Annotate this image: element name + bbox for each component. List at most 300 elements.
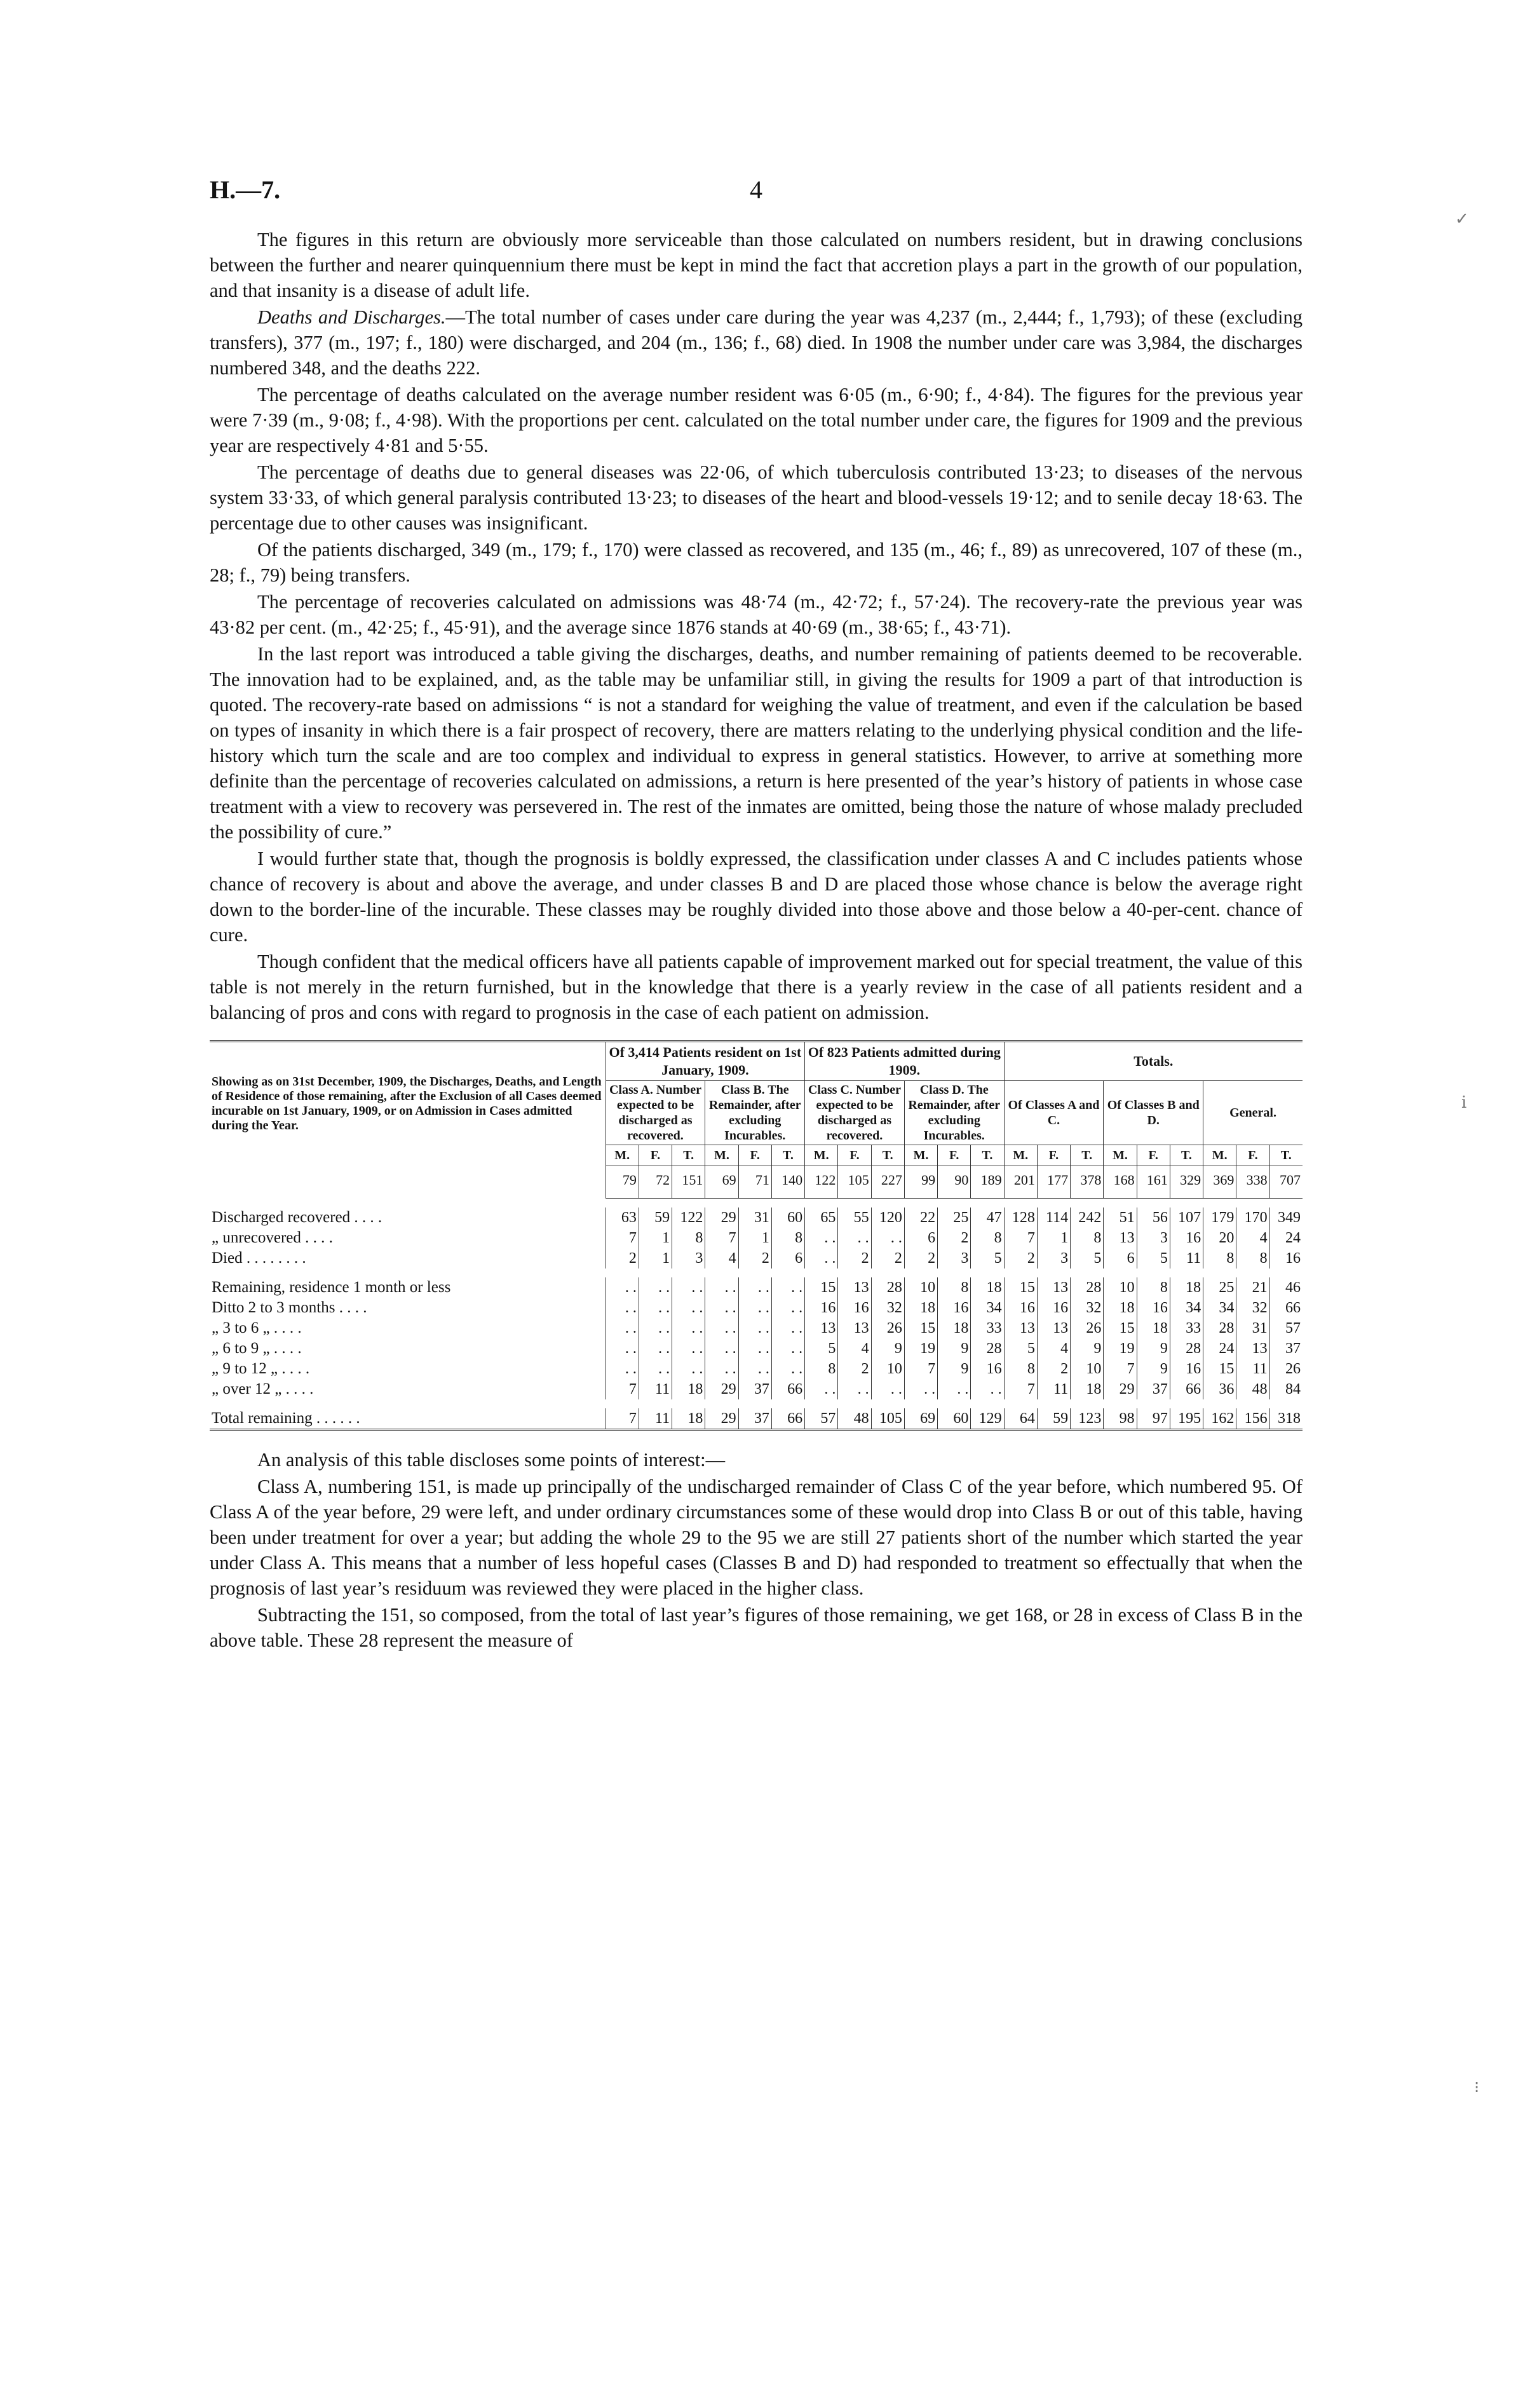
initial-count-cell: 177 bbox=[1037, 1166, 1070, 1199]
table-cell: 16 bbox=[1269, 1248, 1303, 1269]
table-cell: 8 bbox=[805, 1359, 838, 1379]
table-cell: 4 bbox=[1236, 1228, 1269, 1248]
table-cell: 3 bbox=[672, 1248, 705, 1269]
table-cell: 8 bbox=[1236, 1248, 1269, 1269]
table-cell: 13 bbox=[1037, 1277, 1070, 1298]
table-cell: 13 bbox=[838, 1277, 871, 1298]
table-cell: 129 bbox=[971, 1408, 1004, 1430]
table-cell: 98 bbox=[1104, 1408, 1137, 1430]
table-cell: 16 bbox=[1037, 1298, 1070, 1318]
table-cell: 2 bbox=[838, 1359, 871, 1379]
table-cell: 31 bbox=[1236, 1318, 1269, 1338]
table-cell: 37 bbox=[1269, 1338, 1303, 1359]
document-page bbox=[210, 175, 1303, 1654]
table-cell: 5 bbox=[1071, 1248, 1104, 1269]
margin-mark: ⅰ bbox=[1461, 1093, 1467, 1112]
sex-column-header: T. bbox=[771, 1145, 804, 1166]
table-cell: 18 bbox=[1170, 1277, 1203, 1298]
sex-column-header: F. bbox=[938, 1145, 971, 1166]
table-cell: 15 bbox=[904, 1318, 937, 1338]
table-row bbox=[210, 1207, 1303, 1228]
page-header bbox=[210, 175, 1303, 213]
table-cell: 8 bbox=[1203, 1248, 1236, 1269]
table-cell: 9 bbox=[1137, 1338, 1170, 1359]
table-cell: . . bbox=[971, 1379, 1004, 1399]
table-cell: 4 bbox=[1037, 1338, 1070, 1359]
table-cell: . . bbox=[672, 1277, 705, 1298]
table-cell: 6 bbox=[904, 1228, 937, 1248]
table-cell: 66 bbox=[771, 1379, 804, 1399]
table-cell: 2 bbox=[838, 1248, 871, 1269]
table-cell: . . bbox=[738, 1338, 771, 1359]
table-cell: . . bbox=[705, 1277, 738, 1298]
table-cell: 5 bbox=[971, 1248, 1004, 1269]
table-cell: 66 bbox=[1269, 1298, 1303, 1318]
table-cell: 60 bbox=[938, 1408, 971, 1430]
table-cell: 26 bbox=[1269, 1359, 1303, 1379]
table-cell: 26 bbox=[1071, 1318, 1104, 1338]
initial-count-cell: 189 bbox=[971, 1166, 1004, 1199]
table-cell: 15 bbox=[1004, 1277, 1037, 1298]
body-text-after bbox=[210, 1447, 1303, 1653]
table-cell: 47 bbox=[971, 1207, 1004, 1228]
table-cell: . . bbox=[771, 1338, 804, 1359]
paragraph: Class A, numbering 151, is made up principally of the undischarged remainder of Class C of the year before, which numbered 95. Of Class A of the year before, 29 were left, and under ordinary circumstances some of these would drop into Class B or out of this table, having been under treatment for over a year; but adding the whole 29 to the 95 we are still 27 patients short of the number which started the year under Class A. This means that a number of less hopeful cases (Classes B and D) had responded to treatment so effectually that when the prognosis of last year’s residuum was reviewed they were placed in the higher class. bbox=[210, 1476, 1303, 1599]
table-description: Showing as on 31st December, 1909, the Discharges, Deaths, and Length of Residence of those remaining, after the Exclusion of all Cases deemed incurable on 1st January, 1909, or on Admission in Cases admitted during the Year. bbox=[212, 1075, 602, 1133]
table-cell: 97 bbox=[1137, 1408, 1170, 1430]
table-cell: 16 bbox=[805, 1298, 838, 1318]
table-cell: 29 bbox=[1104, 1379, 1137, 1399]
sub-header-class-a: Class A. Number expected to be discharged as recovered. bbox=[606, 1081, 705, 1145]
table-cell: 4 bbox=[838, 1338, 871, 1359]
table-cell: 22 bbox=[904, 1207, 937, 1228]
section-lead: Deaths and Discharges. bbox=[257, 306, 446, 328]
table-cell: 18 bbox=[1071, 1379, 1104, 1399]
table-cell: 29 bbox=[705, 1408, 738, 1430]
sex-column-header: F. bbox=[1236, 1145, 1269, 1166]
table-cell: 32 bbox=[871, 1298, 904, 1318]
table-cell: 8 bbox=[1004, 1359, 1037, 1379]
table-cell: 122 bbox=[672, 1207, 705, 1228]
table-row bbox=[210, 1277, 1303, 1298]
table-cell: 349 bbox=[1269, 1207, 1303, 1228]
row-label: Ditto 2 to 3 months . . . . bbox=[212, 1299, 367, 1316]
table-cell: 29 bbox=[705, 1207, 738, 1228]
table-cell: 32 bbox=[1071, 1298, 1104, 1318]
table-cell: 1 bbox=[1037, 1228, 1070, 1248]
table-cell: . . bbox=[672, 1359, 705, 1379]
table-cell: . . bbox=[672, 1318, 705, 1338]
table-cell: 15 bbox=[1104, 1318, 1137, 1338]
table-cell: . . bbox=[639, 1277, 672, 1298]
table-cell: . . bbox=[639, 1298, 672, 1318]
sex-column-header: T. bbox=[1170, 1145, 1203, 1166]
initial-count-cell: 90 bbox=[938, 1166, 971, 1199]
initial-count-cell: 71 bbox=[738, 1166, 771, 1199]
sex-column-header: T. bbox=[1071, 1145, 1104, 1166]
table-cell: 28 bbox=[1071, 1277, 1104, 1298]
table-cell: 2 bbox=[871, 1248, 904, 1269]
table-cell: 11 bbox=[1170, 1248, 1203, 1269]
table-cell: . . bbox=[871, 1228, 904, 1248]
initial-count-cell: 122 bbox=[805, 1166, 838, 1199]
table-cell: 1 bbox=[639, 1228, 672, 1248]
table-cell: 24 bbox=[1269, 1228, 1303, 1248]
paragraph: The percentage of deaths due to general diseases was 22·06, of which tuberculosis contributed 13·23; to diseases of the nervous system 33·33, of which general paralysis contributed 13·23; to diseases of the heart and blood-vessels 19·12; and to senile decay 18·63. The percentage due to other causes was insignificant. bbox=[210, 461, 1303, 534]
recoveries-table bbox=[210, 1040, 1303, 1431]
table-cell: 60 bbox=[771, 1207, 804, 1228]
initial-count-cell: 329 bbox=[1170, 1166, 1203, 1199]
initial-count-cell: 69 bbox=[705, 1166, 738, 1199]
table-cell: 34 bbox=[1203, 1298, 1236, 1318]
table-cell: 33 bbox=[1170, 1318, 1203, 1338]
initial-count-cell: 168 bbox=[1104, 1166, 1137, 1199]
sub-header-class-b: Class B. The Remainder, after excluding Incurables. bbox=[705, 1081, 805, 1145]
table-cell: . . bbox=[771, 1298, 804, 1318]
sex-column-header: T. bbox=[871, 1145, 904, 1166]
table-cell: . . bbox=[738, 1298, 771, 1318]
table-cell: . . bbox=[606, 1338, 639, 1359]
paragraph: An analysis of this table discloses some points of interest:— bbox=[257, 1449, 726, 1471]
table-cell: 13 bbox=[838, 1318, 871, 1338]
table-cell: 18 bbox=[938, 1318, 971, 1338]
table-cell: . . bbox=[705, 1359, 738, 1379]
paragraph: In the last report was introduced a table giving the discharges, deaths, and number remaining of patients deemed to be recoverable. The innovation had to be explained, and, as the table may be unfamiliar still, in giving the results for 1909 a part of that introduction is quoted. The recovery-rate based on admissions “ is not a standard for weighing the value of treatment, and even if the calculation be based on types of insanity in which there is a fair prospect of recovery, there are matters relating to the underlying physical condition and the life-history which turn the scale and are too complex and individual to express in general statistics. However, to arrive at something more definite than the percentage of recoveries calculated on admissions, a return is here presented of the year’s history of patients in whose case treatment with a view to recovery was persevered in. The rest of the inmates are omitted, being those the nature of whose malady precluded the possibility of cure.” bbox=[210, 643, 1303, 843]
table-cell: 2 bbox=[904, 1248, 937, 1269]
sub-header-classes-b-d: Of Classes B and D. bbox=[1104, 1081, 1203, 1145]
table-cell: 7 bbox=[606, 1379, 639, 1399]
initial-count-cell: 338 bbox=[1236, 1166, 1269, 1199]
table-cell: 5 bbox=[1137, 1248, 1170, 1269]
initial-count-cell: 151 bbox=[672, 1166, 705, 1199]
table-row bbox=[210, 1379, 1303, 1399]
sub-header-classes-a-c: Of Classes A and C. bbox=[1004, 1081, 1104, 1145]
table-cell: 156 bbox=[1236, 1408, 1269, 1430]
table-cell: 19 bbox=[1104, 1338, 1137, 1359]
initial-count-cell: 161 bbox=[1137, 1166, 1170, 1199]
sex-column-header: M. bbox=[805, 1145, 838, 1166]
row-label: „ unrecovered . . . . bbox=[212, 1229, 333, 1246]
sex-column-header: M. bbox=[904, 1145, 937, 1166]
table-cell: 18 bbox=[672, 1408, 705, 1430]
table-cell: 28 bbox=[971, 1338, 1004, 1359]
table-cell: . . bbox=[904, 1379, 937, 1399]
initial-count-cell: 369 bbox=[1203, 1166, 1236, 1199]
table-cell: 13 bbox=[1236, 1338, 1269, 1359]
table-cell: 32 bbox=[1236, 1298, 1269, 1318]
sex-column-header: M. bbox=[606, 1145, 639, 1166]
table-cell: 59 bbox=[1037, 1408, 1070, 1430]
sex-column-header: F. bbox=[838, 1145, 871, 1166]
table-cell: 6 bbox=[771, 1248, 804, 1269]
initial-count-cell: 79 bbox=[606, 1166, 639, 1199]
table-cell: 63 bbox=[606, 1207, 639, 1228]
table-cell: 18 bbox=[672, 1379, 705, 1399]
spacer-row bbox=[210, 1269, 1303, 1277]
table-cell: 107 bbox=[1170, 1207, 1203, 1228]
initial-count-cell: 72 bbox=[639, 1166, 672, 1199]
table-cell: 18 bbox=[971, 1277, 1004, 1298]
table-cell: 10 bbox=[871, 1359, 904, 1379]
paragraph: The figures in this return are obviously more serviceable than those calculated on numbers resident, but in drawing conclusions between the further and nearer quinquennium there must be kept in mind the fact that accretion plays a part in the growth of our population, and that insanity is a disease of adult life. bbox=[210, 229, 1303, 301]
initial-label-cell bbox=[210, 1166, 606, 1199]
table-cell: . . bbox=[838, 1228, 871, 1248]
table-cell: 48 bbox=[1236, 1379, 1269, 1399]
paragraph: The percentage of deaths calculated on the average number resident was 6·05 (m., 6·90; f., 4·84). The figures for the previous year were 7·39 (m., 9·08; f., 4·98). With the proportions per cent. calculated on the total number under care, the figures for 1909 and the previous year are respectively 4·81 and 5·55. bbox=[210, 384, 1303, 456]
row-label: „ 3 to 6 „ . . . . bbox=[212, 1319, 302, 1337]
initial-count-cell: 140 bbox=[771, 1166, 804, 1199]
table-cell: 18 bbox=[1104, 1298, 1137, 1318]
table-cell: . . bbox=[606, 1298, 639, 1318]
sub-header-class-c: Class C. Number expected to be discharged as recovered. bbox=[805, 1081, 905, 1145]
table-cell: 195 bbox=[1170, 1408, 1203, 1430]
table-cell: 1 bbox=[738, 1228, 771, 1248]
table-cell: 7 bbox=[705, 1228, 738, 1248]
paragraph: Subtracting the 151, so composed, from the total of last year’s figures of those remaining, we get 168, or 28 in excess of Class B in the above table. These 28 represent the measure of bbox=[210, 1604, 1303, 1651]
initial-count-cell: 707 bbox=[1269, 1166, 1303, 1199]
table-row bbox=[210, 1248, 1303, 1269]
margin-mark: ⁝ bbox=[1474, 2078, 1480, 2097]
table-cell: 66 bbox=[771, 1408, 804, 1430]
table-cell: 20 bbox=[1203, 1228, 1236, 1248]
table-cell: . . bbox=[871, 1379, 904, 1399]
table-cell: 13 bbox=[1037, 1318, 1070, 1338]
table-cell: 9 bbox=[871, 1338, 904, 1359]
table-cell: 18 bbox=[1137, 1318, 1170, 1338]
table-cell: 15 bbox=[805, 1277, 838, 1298]
table-cell: 11 bbox=[639, 1379, 672, 1399]
table-cell: 19 bbox=[904, 1338, 937, 1359]
sex-column-header: F. bbox=[639, 1145, 672, 1166]
table-cell: 318 bbox=[1269, 1408, 1303, 1430]
table-cell: 84 bbox=[1269, 1379, 1303, 1399]
row-label: Remaining, residence 1 month or less bbox=[212, 1279, 451, 1296]
table-cell: 56 bbox=[1137, 1207, 1170, 1228]
table-body bbox=[210, 1199, 1303, 1430]
table-cell: 8 bbox=[971, 1228, 1004, 1248]
table-cell: 16 bbox=[1137, 1298, 1170, 1318]
table-cell: . . bbox=[805, 1379, 838, 1399]
table-cell: . . bbox=[938, 1379, 971, 1399]
table-cell: . . bbox=[705, 1318, 738, 1338]
table-cell: 128 bbox=[1004, 1207, 1037, 1228]
table-row bbox=[210, 1298, 1303, 1318]
table-cell: . . bbox=[805, 1248, 838, 1269]
table-cell: 120 bbox=[871, 1207, 904, 1228]
table-cell: 31 bbox=[738, 1207, 771, 1228]
row-label: „ over 12 „ . . . . bbox=[212, 1380, 314, 1398]
table-cell: . . bbox=[672, 1338, 705, 1359]
table-cell: 16 bbox=[938, 1298, 971, 1318]
table-cell: . . bbox=[805, 1228, 838, 1248]
table-cell: 179 bbox=[1203, 1207, 1236, 1228]
table-cell: 37 bbox=[738, 1379, 771, 1399]
table-cell: 8 bbox=[1137, 1277, 1170, 1298]
table-cell: . . bbox=[738, 1359, 771, 1379]
table-row bbox=[210, 1318, 1303, 1338]
paragraph: Though confident that the medical officers have all patients capable of improvement marked out for special treatment, the value of this table is not merely in the return furnished, but in the knowledge that there is a yearly review in the case of all patients resident and a balancing of pros and cons with regard to prognosis in the case of each patient on admission. bbox=[210, 951, 1303, 1023]
table-cell: 105 bbox=[871, 1408, 904, 1430]
table-cell: 9 bbox=[1137, 1359, 1170, 1379]
body-text-before bbox=[210, 227, 1303, 1025]
table-cell: 3 bbox=[938, 1248, 971, 1269]
table-cell: 25 bbox=[938, 1207, 971, 1228]
sub-header-class-d: Class D. The Remainder, after excluding Incurables. bbox=[904, 1081, 1004, 1145]
initial-count-cell: 378 bbox=[1071, 1166, 1104, 1199]
page-number: 4 bbox=[750, 175, 762, 204]
table-cell: 11 bbox=[639, 1408, 672, 1430]
table-cell: . . bbox=[606, 1359, 639, 1379]
margin-mark: ✓ bbox=[1455, 210, 1469, 228]
table-cell: . . bbox=[771, 1277, 804, 1298]
table-cell: 114 bbox=[1037, 1207, 1070, 1228]
table-cell: 123 bbox=[1071, 1408, 1104, 1430]
table-cell: . . bbox=[639, 1338, 672, 1359]
sex-column-header: M. bbox=[1203, 1145, 1236, 1166]
table-cell: . . bbox=[672, 1298, 705, 1318]
table-cell: 9 bbox=[938, 1359, 971, 1379]
initial-count-cell: 105 bbox=[838, 1166, 871, 1199]
table-cell: 10 bbox=[1104, 1277, 1137, 1298]
table-cell: 24 bbox=[1203, 1338, 1236, 1359]
table-cell: 33 bbox=[971, 1318, 1004, 1338]
sub-header-general: General. bbox=[1203, 1081, 1303, 1145]
table-cell: 8 bbox=[938, 1277, 971, 1298]
row-label: „ 9 to 12 „ . . . . bbox=[212, 1360, 310, 1377]
table-cell: 2 bbox=[606, 1248, 639, 1269]
table-cell: 16 bbox=[1004, 1298, 1037, 1318]
table-cell: 1 bbox=[639, 1248, 672, 1269]
sex-column-header: M. bbox=[1104, 1145, 1137, 1166]
initial-count-cell: 99 bbox=[904, 1166, 937, 1199]
table-cell: 10 bbox=[904, 1277, 937, 1298]
table-cell: 7 bbox=[904, 1359, 937, 1379]
table-cell: 13 bbox=[1104, 1228, 1137, 1248]
table-cell: 13 bbox=[805, 1318, 838, 1338]
table-cell: 16 bbox=[838, 1298, 871, 1318]
sex-column-header: F. bbox=[738, 1145, 771, 1166]
group-header-admitted: Of 823 Patients admitted during 1909. bbox=[805, 1042, 1005, 1081]
table-cell: . . bbox=[639, 1359, 672, 1379]
table-row bbox=[210, 1359, 1303, 1379]
table-cell: 57 bbox=[805, 1408, 838, 1430]
paragraph: I would further state that, though the prognosis is boldly expressed, the classification under classes A and C includes patients whose chance of recovery is about and above the average, and under classes B and D are placed those whose chance is below the average right down to the border-line of the incurable. These classes may be roughly divided into those above and those below a 40-per-cent. chance of cure. bbox=[210, 848, 1303, 946]
sex-column-header: F. bbox=[1137, 1145, 1170, 1166]
paragraph: The percentage of recoveries calculated on admissions was 48·74 (m., 42·72; f., 57·24). The recovery-rate the previous year was 43·82 per cent. (m., 42·25; f., 45·91), and the average since 1876 stands at 40·69 (m., 38·65; f., 43·71). bbox=[210, 591, 1303, 638]
group-header-resident: Of 3,414 Patients resident on 1st January, 1909. bbox=[606, 1042, 805, 1081]
table-cell: 29 bbox=[705, 1379, 738, 1399]
sex-column-header: M. bbox=[705, 1145, 738, 1166]
table-cell: 48 bbox=[838, 1408, 871, 1430]
sex-column-header: T. bbox=[1269, 1145, 1303, 1166]
table-cell: . . bbox=[838, 1379, 871, 1399]
table-cell: 64 bbox=[1004, 1408, 1037, 1430]
initial-count-cell: 227 bbox=[871, 1166, 904, 1199]
table-cell: 7 bbox=[1104, 1359, 1137, 1379]
table-cell: 8 bbox=[771, 1228, 804, 1248]
table-cell: 46 bbox=[1269, 1277, 1303, 1298]
table-cell: 65 bbox=[805, 1207, 838, 1228]
sex-column-header: T. bbox=[672, 1145, 705, 1166]
table-cell: 21 bbox=[1236, 1277, 1269, 1298]
table-row bbox=[210, 1338, 1303, 1359]
table-cell: 28 bbox=[1203, 1318, 1236, 1338]
table-cell: 5 bbox=[805, 1338, 838, 1359]
spacer-row bbox=[210, 1199, 1303, 1208]
table-cell: 9 bbox=[938, 1338, 971, 1359]
table-cell: 7 bbox=[1004, 1228, 1037, 1248]
table-cell: . . bbox=[771, 1318, 804, 1338]
table-cell: . . bbox=[606, 1318, 639, 1338]
group-header-totals: Totals. bbox=[1004, 1042, 1303, 1081]
table-cell: 26 bbox=[871, 1318, 904, 1338]
table-cell: 13 bbox=[1004, 1318, 1037, 1338]
table-cell: 6 bbox=[1104, 1248, 1137, 1269]
table-cell: 18 bbox=[904, 1298, 937, 1318]
table-cell: 69 bbox=[904, 1408, 937, 1430]
table-cell: 36 bbox=[1203, 1379, 1236, 1399]
table-cell: 16 bbox=[1170, 1359, 1203, 1379]
table-cell: 3 bbox=[1037, 1248, 1070, 1269]
table-cell: 10 bbox=[1071, 1359, 1104, 1379]
table-cell: . . bbox=[606, 1277, 639, 1298]
table-cell: 242 bbox=[1071, 1207, 1104, 1228]
initial-count-cell: 201 bbox=[1004, 1166, 1037, 1199]
table-cell: 8 bbox=[672, 1228, 705, 1248]
table-cell: 9 bbox=[1071, 1338, 1104, 1359]
table-cell: 162 bbox=[1203, 1408, 1236, 1430]
table-cell: 7 bbox=[606, 1408, 639, 1430]
table-cell: 170 bbox=[1236, 1207, 1269, 1228]
table-cell: 34 bbox=[971, 1298, 1004, 1318]
table-cell: 37 bbox=[738, 1408, 771, 1430]
table-row bbox=[210, 1228, 1303, 1248]
row-label: Died . . . . . . . . bbox=[212, 1249, 306, 1267]
table-cell: 51 bbox=[1104, 1207, 1137, 1228]
table-cell: . . bbox=[771, 1359, 804, 1379]
table-cell: 59 bbox=[639, 1207, 672, 1228]
table-cell: 66 bbox=[1170, 1379, 1203, 1399]
row-label: Discharged recovered . . . . bbox=[212, 1209, 382, 1226]
sex-column-header: M. bbox=[1004, 1145, 1037, 1166]
table-cell: . . bbox=[738, 1277, 771, 1298]
paragraph: Of the patients discharged, 349 (m., 179; f., 170) were classed as recovered, and 135 (m., 46; f., 89) as unrecovered, 107 of these (m., 28; f., 79) being transfers. bbox=[210, 539, 1303, 586]
table-cell: . . bbox=[705, 1298, 738, 1318]
table-cell: 4 bbox=[705, 1248, 738, 1269]
spacer-row bbox=[210, 1399, 1303, 1408]
table-row bbox=[210, 1408, 1303, 1430]
table-cell: 15 bbox=[1203, 1359, 1236, 1379]
table-cell: 11 bbox=[1236, 1359, 1269, 1379]
table-cell: 2 bbox=[1037, 1359, 1070, 1379]
table-cell: 11 bbox=[1037, 1379, 1070, 1399]
row-label: Total remaining . . . . . . bbox=[212, 1410, 360, 1427]
table-cell: 34 bbox=[1170, 1298, 1203, 1318]
table-cell: 37 bbox=[1137, 1379, 1170, 1399]
table-cell: 5 bbox=[1004, 1338, 1037, 1359]
paragraph: Deaths and Discharges.—The total number of cases under care during the year was 4,237 (m., 2,444; f., 1,793); of these (excluding transfers), 377 (m., 197; f., 180) were discharged, and 204 (m., 136; f., 68) died. In 1908 the number under care was 3,984, the discharges numbered 348, and the deaths 222. bbox=[210, 306, 1303, 379]
table-cell: 2 bbox=[738, 1248, 771, 1269]
table-cell: 3 bbox=[1137, 1228, 1170, 1248]
table-cell: 28 bbox=[1170, 1338, 1203, 1359]
table-cell: . . bbox=[705, 1338, 738, 1359]
table-cell: 16 bbox=[1170, 1228, 1203, 1248]
sex-column-header: T. bbox=[971, 1145, 1004, 1166]
table-cell: . . bbox=[639, 1318, 672, 1338]
series-reference: H.—7. bbox=[210, 175, 281, 204]
table-cell: 8 bbox=[1071, 1228, 1104, 1248]
table-cell: 7 bbox=[606, 1228, 639, 1248]
